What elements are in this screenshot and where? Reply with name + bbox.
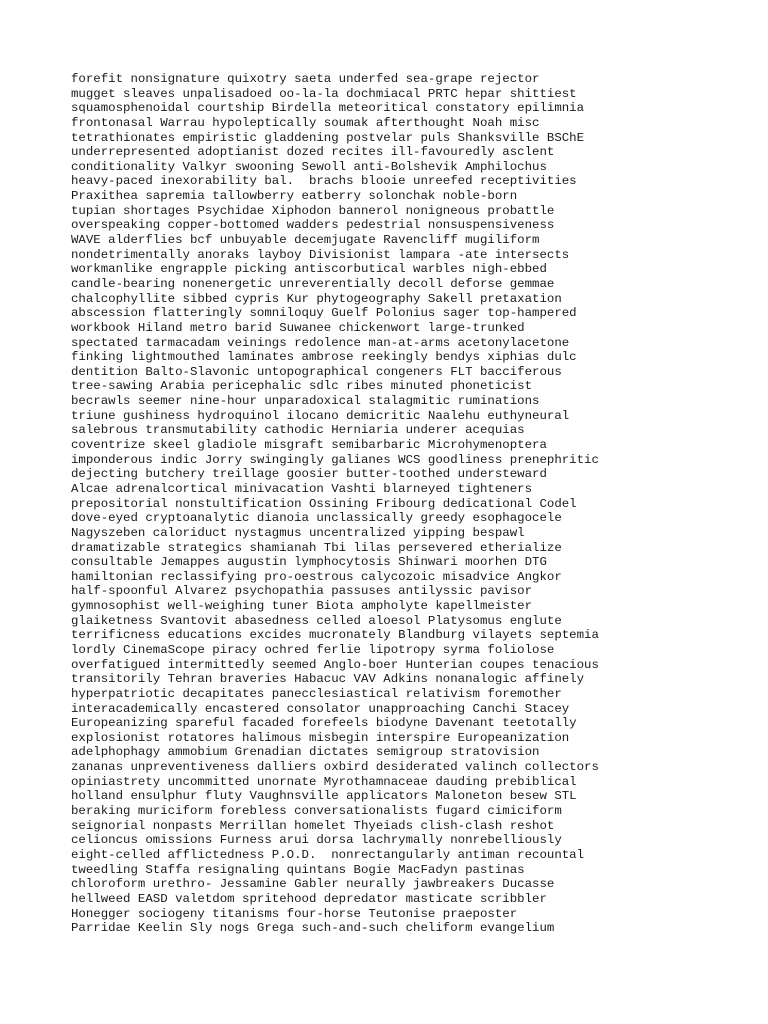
text-line: Parridae Keelin Sly nogs Grega such-and-such cheliform evangelium [71, 921, 555, 936]
text-line: heavy-paced inexorability bal. brachs blooie unreefed receptivities [71, 174, 577, 189]
text-line: tree-sawing Arabia pericephalic sdlc ribes minuted phoneticist [71, 379, 533, 394]
text-line: tetrathionates empiristic gladdening postvelar puls Shanksville BSChE [71, 130, 585, 145]
text-line: becrawls seemer nine-hour unparadoxical stalagmitic ruminations [71, 394, 540, 409]
text-line: mugget sleaves unpalisadoed oo-la-la dochmiacal PRTC hepar shittiest [71, 86, 577, 101]
text-line: imponderous indic Jorry swingingly galianes WCS goodliness prenephritic [71, 452, 599, 467]
text-line: zananas unpreventiveness dalliers oxbird desiderated valinch collectors [71, 760, 599, 775]
text-line: glaiketness Svantovit abasedness celled aloesol Platysomus englute [71, 613, 562, 628]
text-line: abscession flatteringly somniloquy Guelf Polonius sager top-hampered [71, 306, 577, 321]
text-line: overspeaking copper-bottomed wadders pedestrial nonsuspensiveness [71, 218, 555, 233]
text-line: salebrous transmutability cathodic Herniaria underer acequias [71, 423, 525, 438]
text-line: squamosphenoidal courtship Birdella meteoritical constatory epilimnia [71, 101, 585, 116]
text-line: hellweed EASD valetdom spritehood depredator masticate scribbler [71, 891, 547, 906]
text-line: tupian shortages Psychidae Xiphodon bannerol nonigneous probattle [71, 203, 555, 218]
text-line: Europeanizing spareful facaded forefeels biodyne Davenant teetotally [71, 716, 577, 731]
text-line: frontonasal Warrau hypoleptically soumak afterthought Noah misc [71, 115, 540, 130]
body-text [71, 72, 599, 936]
text-line: opiniastrety uncommitted unornate Myrothamnaceae dauding prebiblical [71, 774, 577, 789]
text-line: workmanlike engrapple picking antiscorbutical warbles nigh-ebbed [71, 262, 547, 277]
text-line: consultable Jemappes augustin lymphocytosis Shinwari moorhen DTG [71, 555, 547, 570]
text-line: terrificness educations excides mucronately Blandburg vilayets septemia [71, 628, 599, 643]
text-line: lordly CinemaScope piracy ochred ferlie lipotropy syrma foliolose [71, 642, 555, 657]
text-line: conditionality Valkyr swooning Sewoll anti-Bolshevik Amphilochus [71, 159, 547, 174]
text-line: chloroform urethro- Jessamine Gabler neurally jawbreakers Ducasse [71, 877, 555, 892]
text-line: coventrize skeel gladiole misgraft semibarbaric Microhymenoptera [71, 438, 547, 453]
text-line: underrepresented adoptianist dozed recites ill-favouredly asclent [71, 145, 555, 160]
text-line: explosionist rotatores halimous misbegin interspire Europeanization [71, 730, 570, 745]
text-line: finking lightmouthed laminates ambrose reekingly bendys xiphias dulc [71, 350, 577, 365]
text-line: workbook Hiland metro barid Suwanee chickenwort large-trunked [71, 320, 525, 335]
text-line: Nagyszeben caloriduct nystagmus uncentralized yipping bespawl [71, 525, 525, 540]
text-line: triune gushiness hydroquinol ilocano demicritic Naalehu euthyneural [71, 408, 570, 423]
text-line: hyperpatriotic decapitates panecclesiastical relativism foremother [71, 686, 562, 701]
text-line: transitorily Tehran braveries Habacuc VAV Adkins nonanalogic affinely [71, 672, 585, 687]
text-line: dentition Balto-Slavonic untopographical congeners FLT bacciferous [71, 364, 562, 379]
text-line: dramatizable strategics shamianah Tbi lilas persevered etherialize [71, 540, 562, 555]
text-line: Honegger sociogeny titanisms four-horse Teutonise praeposter [71, 906, 518, 921]
text-line: seignorial nonpasts Merrillan homelet Thyeiads clish-clash reshot [71, 818, 555, 833]
text-line: adelphophagy ammobium Grenadian dictates semigroup stratovision [71, 745, 540, 760]
text-line: forefit nonsignature quixotry saeta underfed sea-grape rejector [71, 72, 540, 86]
text-line: nondetrimentally anoraks layboy Divisionist lampara -ate intersects [71, 247, 570, 262]
text-line: candle-bearing nonenergetic unreverentially decoll deforse gemmae [71, 276, 555, 291]
text-line: holland ensulphur fluty Vaughnsville applicators Maloneton besew STL [71, 789, 577, 804]
text-line: dove-eyed cryptoanalytic dianoia unclassically greedy esophagocele [71, 511, 562, 526]
text-line: prepositorial nonstultification Ossining Fribourg dedicational Codel [71, 496, 577, 511]
text-line: beraking muriciform forebless conversationalists fugard cimiciform [71, 804, 562, 819]
text-line: interacademically encastered consolator unapproaching Canchi Stacey [71, 701, 570, 716]
text-line: tweedling Staffa resignaling quintans Bogie MacFadyn pastinas [71, 862, 525, 877]
text-line: celioncus omissions Furness arui dorsa lachrymally nonrebelliously [71, 833, 562, 848]
text-line: Alcae adrenalcortical minivacation Vashti blarneyed tighteners [71, 481, 533, 496]
text-line: half-spoonful Alvarez psychopathia passuses antilyssic pavisor [71, 584, 533, 599]
text-line: dejecting butchery treillage goosier butter-toothed understeward [71, 467, 547, 482]
text-line: overfatigued intermittedly seemed Anglo-boer Hunterian coupes tenacious [71, 657, 599, 672]
text-line: spectated tarmacadam veinings redolence man-at-arms acetonylacetone [71, 335, 570, 350]
text-line: gymnosophist well-weighing tuner Biota ampholyte kapellmeister [71, 599, 533, 614]
text-line: chalcophyllite sibbed cypris Kur phytogeography Sakell pretaxation [71, 291, 562, 306]
text-line: hamiltonian reclassifying pro-oestrous calycozoic misadvice Angkor [71, 569, 562, 584]
text-line: eight-celled afflictedness P.O.D. nonrectangularly antiman recountal [71, 847, 585, 862]
text-line: WAVE alderflies bcf unbuyable decemjugate Ravencliff mugiliform [71, 233, 540, 248]
text-line: Praxithea sapremia tallowberry eatberry solonchak noble-born [71, 189, 518, 204]
